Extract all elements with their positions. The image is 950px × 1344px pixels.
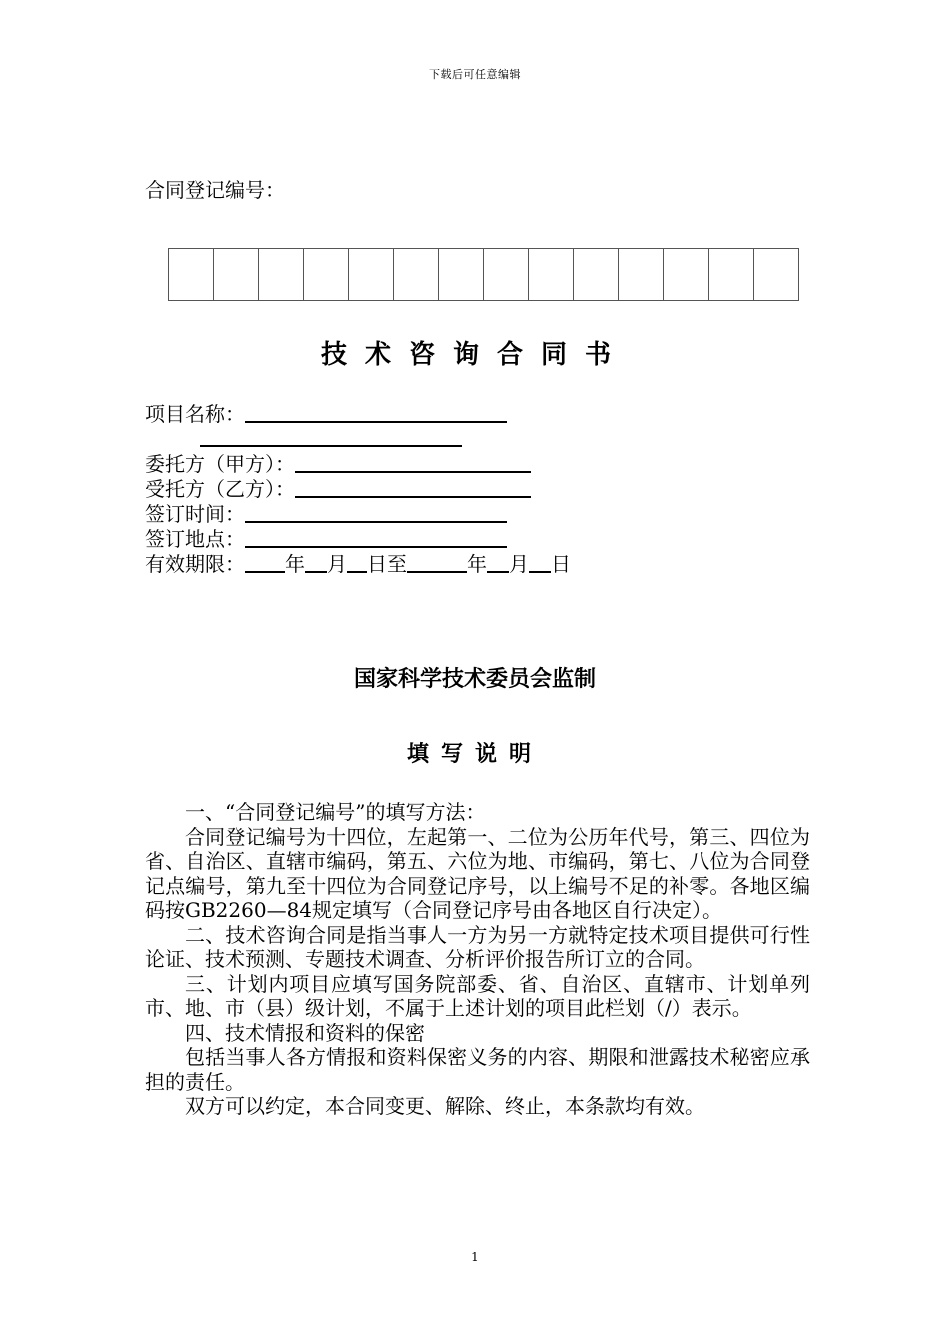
registration-digit-cell[interactable] — [169, 248, 214, 301]
end-year-blank[interactable] — [407, 553, 467, 573]
end-month-blank[interactable] — [487, 553, 509, 573]
client-label: 委托方（甲方）： — [145, 452, 295, 476]
registration-digit-cell[interactable] — [574, 248, 619, 301]
instruction-paragraph: 合同登记编号为十四位，左起第一、二位为公历年代号，第三、四位为省、自治区、直辖市编码，第五、六位为地、市编码，第七、八位为合同登记点编号，第九至十四位为合同登记序号，以上编号不足的补零。各地区编码按GB2260—84规定填写（合同登记序号由各地区自行决定）。 — [145, 824, 810, 922]
registration-digit-cell[interactable] — [439, 248, 484, 301]
start-month-blank[interactable] — [305, 553, 327, 573]
sign-time-field — [145, 502, 507, 526]
registration-digit-cell[interactable] — [214, 248, 259, 301]
instruction-paragraph: 双方可以约定，本合同变更、解除、终止，本条款均有效。 — [185, 1094, 705, 1118]
project-name-label: 项目名称： — [145, 402, 245, 426]
project-name-blank-2[interactable] — [200, 427, 462, 447]
header-note: 下载后可任意编辑 — [429, 68, 521, 81]
sign-place-blank[interactable] — [245, 528, 507, 548]
project-name-second-line — [200, 426, 462, 450]
registration-digit-cell[interactable] — [529, 248, 574, 301]
day-label-2: 日 — [551, 552, 571, 576]
registration-digit-cell[interactable] — [349, 248, 394, 301]
instruction-paragraph: 四、技术情报和资料的保密 — [185, 1020, 425, 1045]
registration-digit-cell[interactable] — [394, 248, 439, 301]
registration-digit-cell[interactable] — [484, 248, 529, 301]
end-day-blank[interactable] — [529, 553, 551, 573]
month-label-2: 月 — [509, 552, 529, 576]
day-to-label: 日至 — [367, 552, 407, 576]
client-blank[interactable] — [295, 453, 531, 473]
instruction-paragraph: 二、技术咨询合同是指当事人一方为另一方就特定技术项目提供可行性论证、技术预测、专题技术调查、分析评价报告所订立的合同。 — [145, 922, 810, 971]
sign-time-blank[interactable] — [245, 503, 507, 523]
month-label-1: 月 — [327, 552, 347, 576]
client-field — [145, 452, 531, 476]
year-label-1: 年 — [285, 552, 305, 576]
sign-time-label: 签订时间： — [145, 502, 245, 526]
contractor-blank[interactable] — [295, 478, 531, 498]
contractor-label: 受托方（乙方）： — [145, 477, 295, 501]
registration-digit-cell[interactable] — [304, 248, 349, 301]
instruction-paragraph: 一、“合同登记编号”的填写方法： — [185, 800, 486, 824]
sign-place-label: 签订地点： — [145, 527, 245, 551]
instructions-title: 填写说明 — [406, 742, 543, 767]
registration-digit-cell[interactable] — [754, 248, 799, 301]
instruction-paragraph: 三、计划内项目应填写国务院部委、省、自治区、直辖市、计划单列市、地、市（县）级计划，不属于上述计划的项目此栏划（/）表示。 — [145, 971, 810, 1020]
contract-title: 技术咨询合同书 — [320, 340, 629, 370]
start-year-blank[interactable] — [245, 553, 285, 573]
instructions-body — [145, 800, 810, 1119]
contractor-field — [145, 477, 531, 501]
validity-field — [145, 552, 571, 576]
registration-digit-cell[interactable] — [664, 248, 709, 301]
project-name-field — [145, 402, 507, 426]
instruction-paragraph: 包括当事人各方情报和资料保密义务的内容、期限和泄露技术秘密应承担的责任。 — [145, 1045, 810, 1094]
registration-number-grid — [168, 248, 799, 301]
validity-label: 有效期限： — [145, 552, 245, 576]
page-number: 1 — [471, 1250, 479, 1264]
project-name-blank[interactable] — [245, 403, 507, 423]
registration-digit-cell[interactable] — [709, 248, 754, 301]
registration-digit-cell[interactable] — [259, 248, 304, 301]
registration-digit-cell[interactable] — [619, 248, 664, 301]
year-label-2: 年 — [467, 552, 487, 576]
supervisor-text: 国家科学技术委员会监制 — [353, 667, 596, 692]
registration-label: 合同登记编号： — [145, 178, 285, 202]
start-day-blank[interactable] — [347, 553, 367, 573]
sign-place-field — [145, 527, 507, 551]
